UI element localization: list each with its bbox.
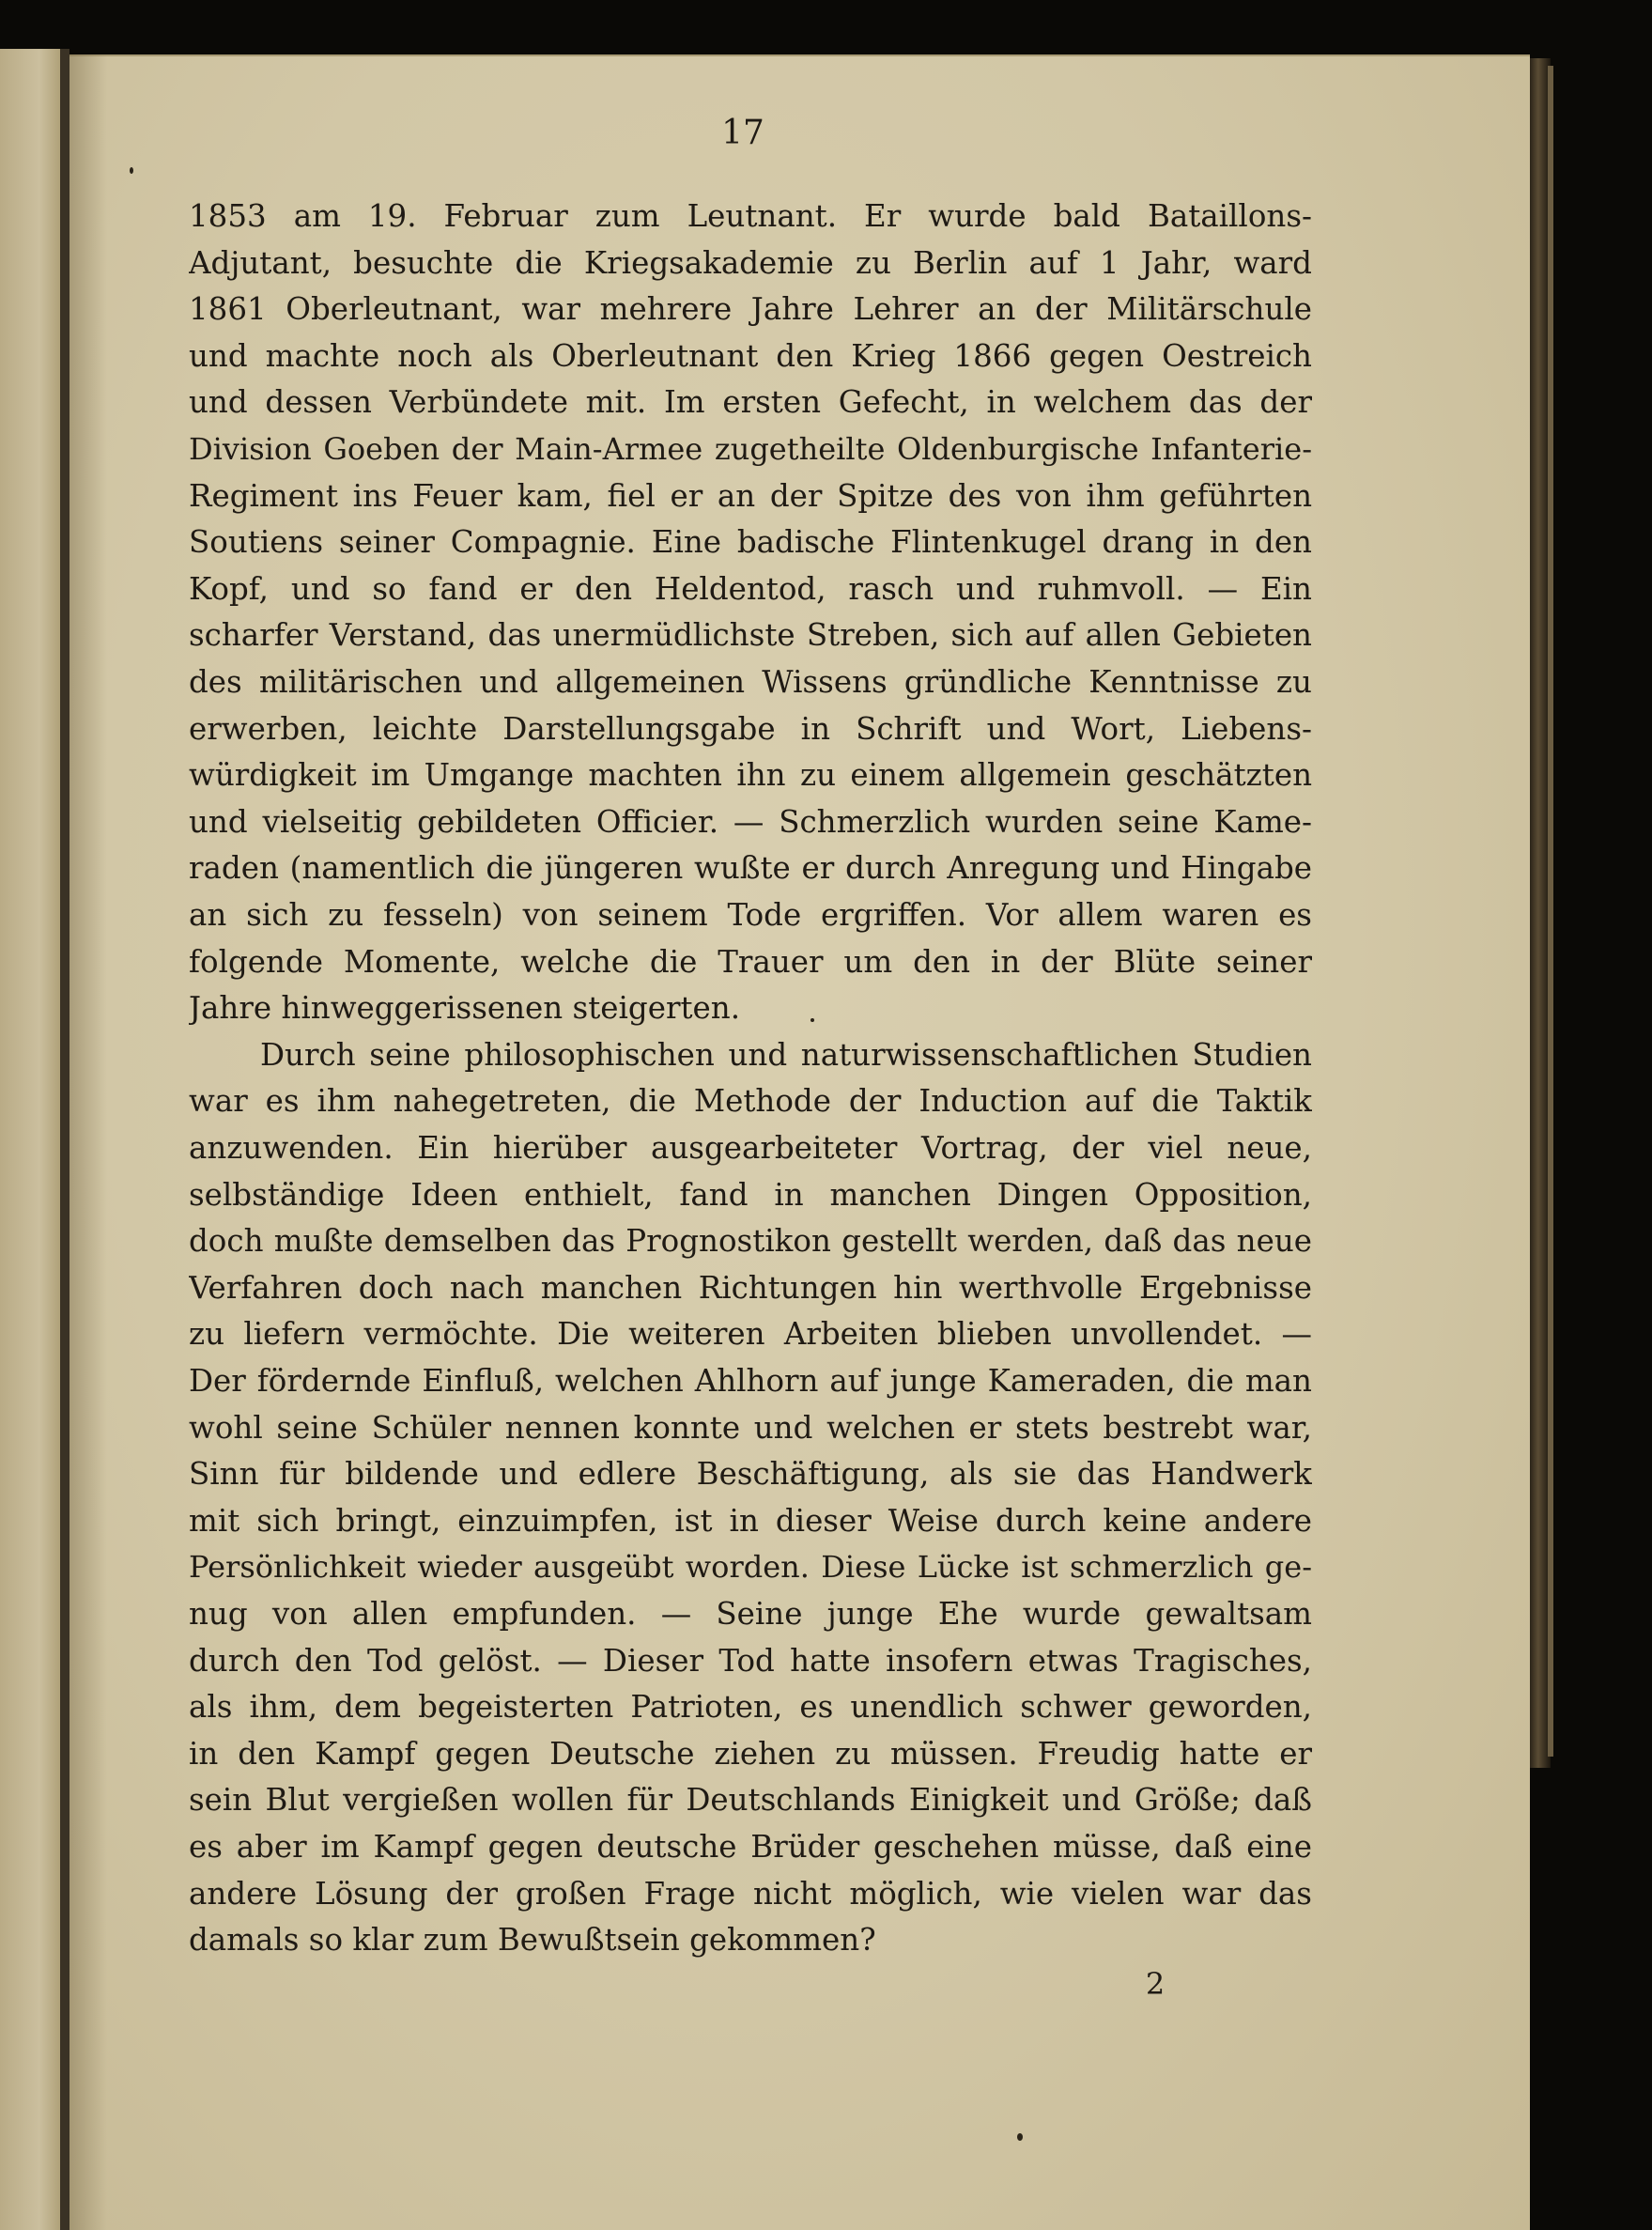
text-line: wohl seine Schüler nennen konnte und welchen er stets bestrebt war, [189, 1409, 1312, 1446]
text-line: des militärischen und allgemeinen Wissens gründliche Kenntnisse zu [189, 664, 1312, 700]
page-number: 17 [721, 114, 764, 152]
paper-speck [130, 167, 133, 174]
binding-highlight [1548, 66, 1553, 1757]
text-line: zu liefern vermöchte. Die weiteren Arbeiten blieben unvollendet. — [189, 1316, 1312, 1353]
text-line: in den Kampf gegen Deutsche ziehen zu müssen. Freudig hatte er [189, 1735, 1312, 1772]
text-line: Division Goeben der Main-Armee zugetheilte Oldenburgische Infanterie- [189, 431, 1312, 467]
text-line: doch mußte demselben das Prognostikon gestellt werden, daß das neue [189, 1223, 1312, 1260]
facing-page-edge [60, 49, 69, 2230]
paper-speck [1017, 2133, 1023, 2141]
paragraph-end-line: Jahre hinweggerissenen steigerten. [189, 990, 741, 1027]
text-line: sein Blut vergießen wollen für Deutschlands Einigkeit und Größe; daß [189, 1782, 1312, 1819]
text-line: 1861 Oberleutnant, war mehrere Jahre Lehrer an der Militärschule [189, 291, 1312, 328]
text-line: war es ihm nahegetreten, die Methode der Induction auf die Taktik [189, 1083, 1312, 1120]
text-line: mit sich bringt, einzuimpfen, ist in dieser Weise durch keine andere [189, 1502, 1312, 1539]
text-line: würdigkeit im Umgange machten ihn zu einem allgemein geschätzten [189, 757, 1312, 794]
paragraph-end-line: damals so klar zum Bewußtsein gekommen? [189, 1922, 876, 1959]
signature-mark: 2 [1145, 1966, 1166, 2002]
text-line: selbständige Ideen enthielt, fand in manchen Dingen Opposition, [189, 1176, 1312, 1213]
text-line: nug von allen empfunden. — Seine junge Ehe wurde gewaltsam [189, 1596, 1312, 1632]
text-line: Regiment ins Feuer kam, fiel er an der Spitze des von ihm geführten [189, 477, 1312, 514]
text-line: raden (namentlich die jüngeren wußte er durch Anregung und Hingabe [189, 850, 1312, 887]
text-line: Kopf, und so fand er den Heldentod, rasch und ruhmvoll. — Ein [189, 570, 1312, 607]
text-line: erwerben, leichte Darstellungsgabe in Schrift und Wort, Liebens- [189, 710, 1312, 747]
text-line: an sich zu fesseln) von seinem Tode ergriffen. Vor allem waren es [189, 897, 1312, 933]
text-line: Verfahren doch nach manchen Richtungen hin werthvolle Ergebnisse [189, 1269, 1312, 1306]
text-line: Soutiens seiner Compagnie. Eine badische Flintenkugel drang in den [189, 524, 1312, 561]
text-line: und vielseitig gebildeten Officier. — Schmerzlich wurden seine Kame- [189, 803, 1312, 840]
text-line: und dessen Verbündete mit. Im ersten Gefecht, in welchem das der [189, 384, 1312, 421]
text-line: es aber im Kampf gegen deutsche Brüder geschehen müsse, daß eine [189, 1829, 1312, 1865]
text-line: scharfer Verstand, das unermüdlichste Streben, sich auf allen Gebieten [189, 617, 1312, 654]
text-line: und machte noch als Oberleutnant den Krieg 1866 gegen Oestreich [189, 337, 1312, 374]
text-line: Adjutant, besuchte die Kriegsakademie zu Berlin auf 1 Jahr, ward [189, 244, 1312, 281]
paragraph-start-line: Durch seine philosophischen und naturwissenschaftlichen Studien [260, 1036, 1312, 1073]
text-line: Der fördernde Einfluß, welchen Ahlhorn auf junge Kameraden, die man [189, 1363, 1312, 1399]
text-line: folgende Momente, welche die Trauer um den in der Blüte seiner [189, 943, 1312, 980]
text-line: anzuwenden. Ein hierüber ausgearbeiteter Vortrag, der viel neue, [189, 1130, 1312, 1166]
gutter-shadow [69, 54, 107, 2230]
text-line: als ihm, dem begeisterten Patrioten, es unendlich schwer geworden, [189, 1689, 1312, 1726]
text-line: andere Lösung der großen Frage nicht möglich, wie vielen war das [189, 1875, 1312, 1912]
text-line: Persönlichkeit wieder ausgeübt worden. Diese Lücke ist schmerzlich ge- [189, 1549, 1312, 1586]
text-line: Sinn für bildende und edlere Beschäftigung, als sie das Handwerk [189, 1456, 1312, 1493]
facing-page-strip [0, 49, 66, 2230]
text-line: 1853 am 19. Februar zum Leutnant. Er wurde bald Bataillons- [189, 198, 1312, 234]
text-line: durch den Tod gelöst. — Dieser Tod hatte insofern etwas Tragisches, [189, 1642, 1312, 1679]
paper-speck [811, 1018, 814, 1022]
